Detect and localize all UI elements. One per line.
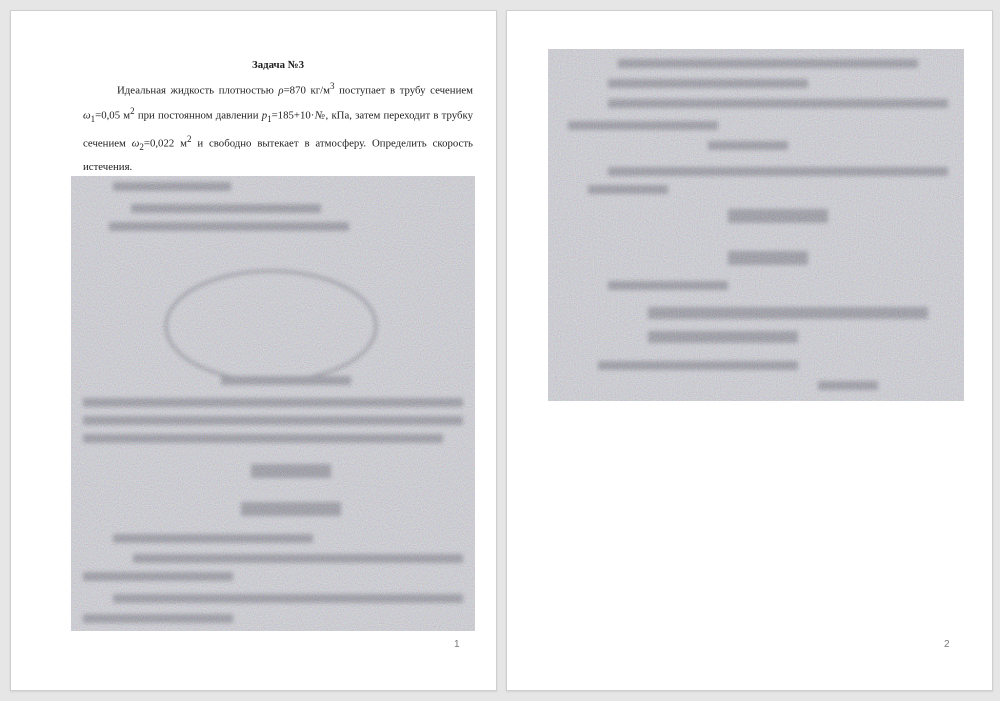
document-page-1 bbox=[10, 10, 497, 691]
document-page-2 bbox=[506, 10, 993, 691]
page-number: 2 bbox=[944, 639, 950, 650]
obscured-solution-block bbox=[548, 49, 964, 401]
noise-overlay bbox=[548, 49, 964, 401]
problem-title: Задача №3 bbox=[252, 59, 304, 71]
obscured-solution-block bbox=[71, 176, 475, 631]
problem-text: Идеальная жидкость плотностью ρ=870 $кг/м^3$ поступает в трубу сечением $\omega_1=0,05$ $м^2$ при постоянном давлении $p_1=185+10\cdot№$, кПа, затем переходит в трубку сечением $\omega_2=0,022$ $м^2$ и свободно вытекает в атмосферу. Определить скорость истечения. bbox=[83, 80, 473, 174]
noise-overlay bbox=[71, 176, 475, 631]
page-number: 1 bbox=[454, 639, 460, 650]
